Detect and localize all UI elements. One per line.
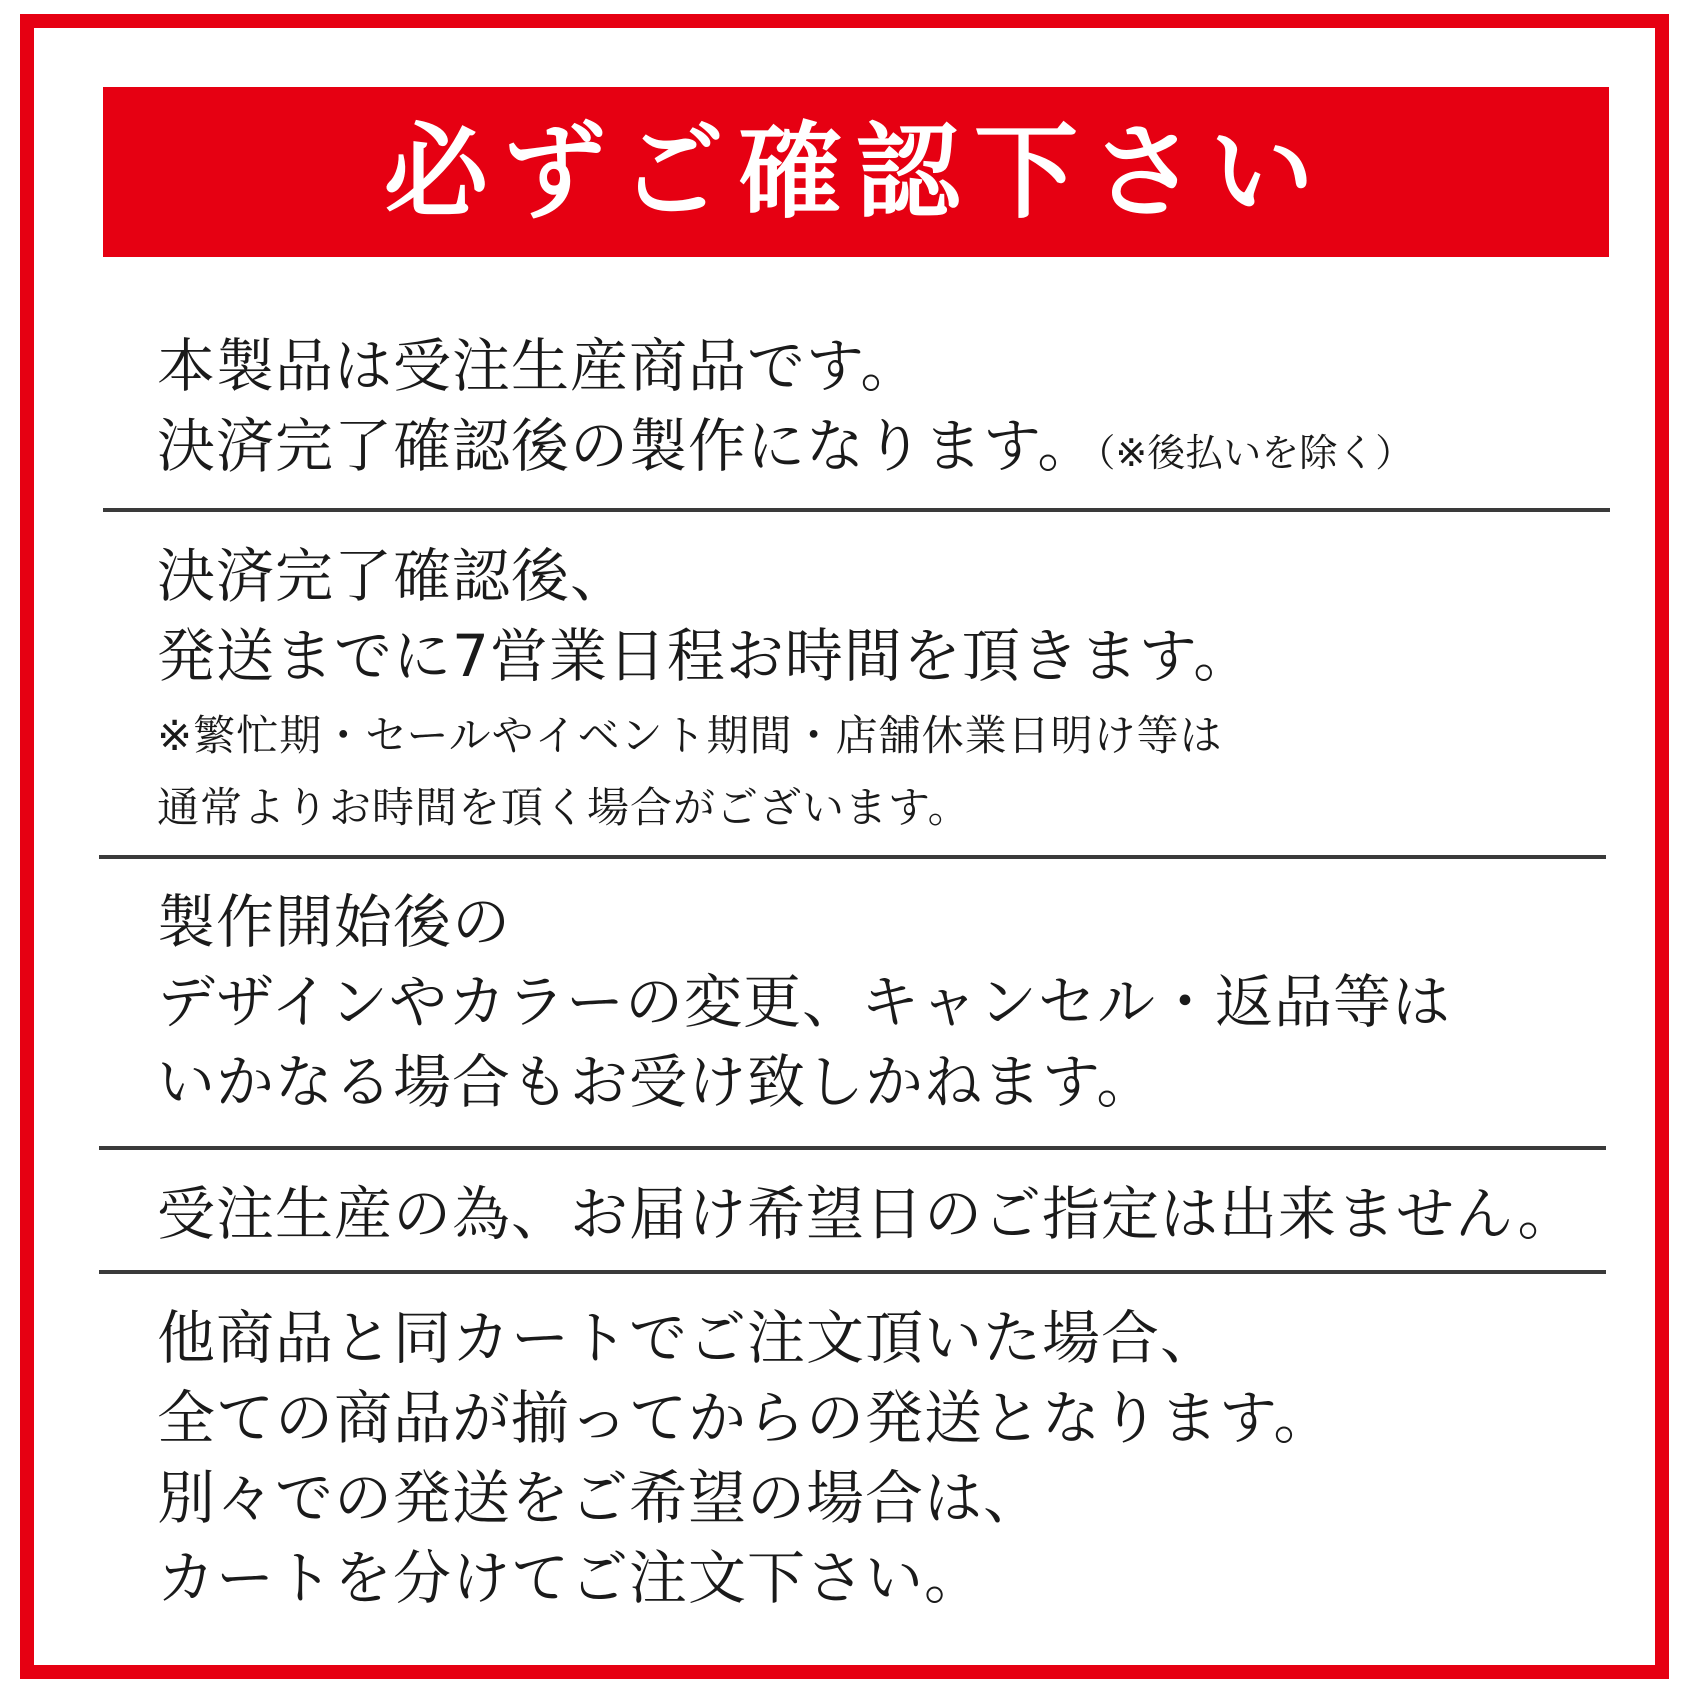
notice-line: 受注生産の為、お届け希望日のご指定は出来ません。: [157, 1180, 1577, 1248]
notice-note: 通常よりお時間を頂く場合がございます。: [157, 783, 971, 832]
notice-line: 別々での発送をご希望の場合は、: [157, 1464, 1043, 1532]
notice-section-made-to-order: [157, 326, 1587, 493]
notice-line: 他商品と同カートでご注文頂いた場合、: [157, 1304, 1220, 1372]
section-divider: [103, 508, 1610, 512]
notice-line: 製作開始後の: [157, 888, 512, 956]
notice-section-cart: [157, 1298, 1587, 1618]
notice-line: カートを分けてご注文下さい。: [157, 1544, 984, 1612]
notice-aside: （※後払いを除く）: [1096, 431, 1414, 475]
section-divider: [99, 1146, 1606, 1150]
notice-line: 全ての商品が揃ってからの発送となります。: [157, 1384, 1333, 1452]
notice-note: ※繁忙期・セールやイベント期間・店舗休業日明け等は: [157, 711, 1223, 760]
section-divider: [99, 855, 1606, 859]
notice-line: [157, 406, 1587, 493]
notice-line: いかなる場合もお受け致しかねます。: [157, 1048, 1156, 1116]
notice-line-text: 決済完了確認後の製作になります。: [157, 412, 1097, 480]
notice-banner: [103, 87, 1609, 257]
notice-line: 発送までに7営業日程お時間を頂きます。: [157, 622, 1253, 690]
notice-line: 本製品は受注生産商品です。: [157, 332, 920, 400]
notice-line: 決済完了確認後、: [157, 542, 630, 610]
notice-section-no-changes: [157, 882, 1587, 1122]
notice-section-shipping-time: [157, 536, 1587, 844]
notice-line: デザインやカラーの変更、キャンセル・返品等は: [157, 968, 1451, 1036]
banner-title: 必ずご確認下さい: [383, 111, 1328, 233]
notice-section-delivery-date: [157, 1174, 1587, 1254]
section-divider: [99, 1270, 1606, 1274]
